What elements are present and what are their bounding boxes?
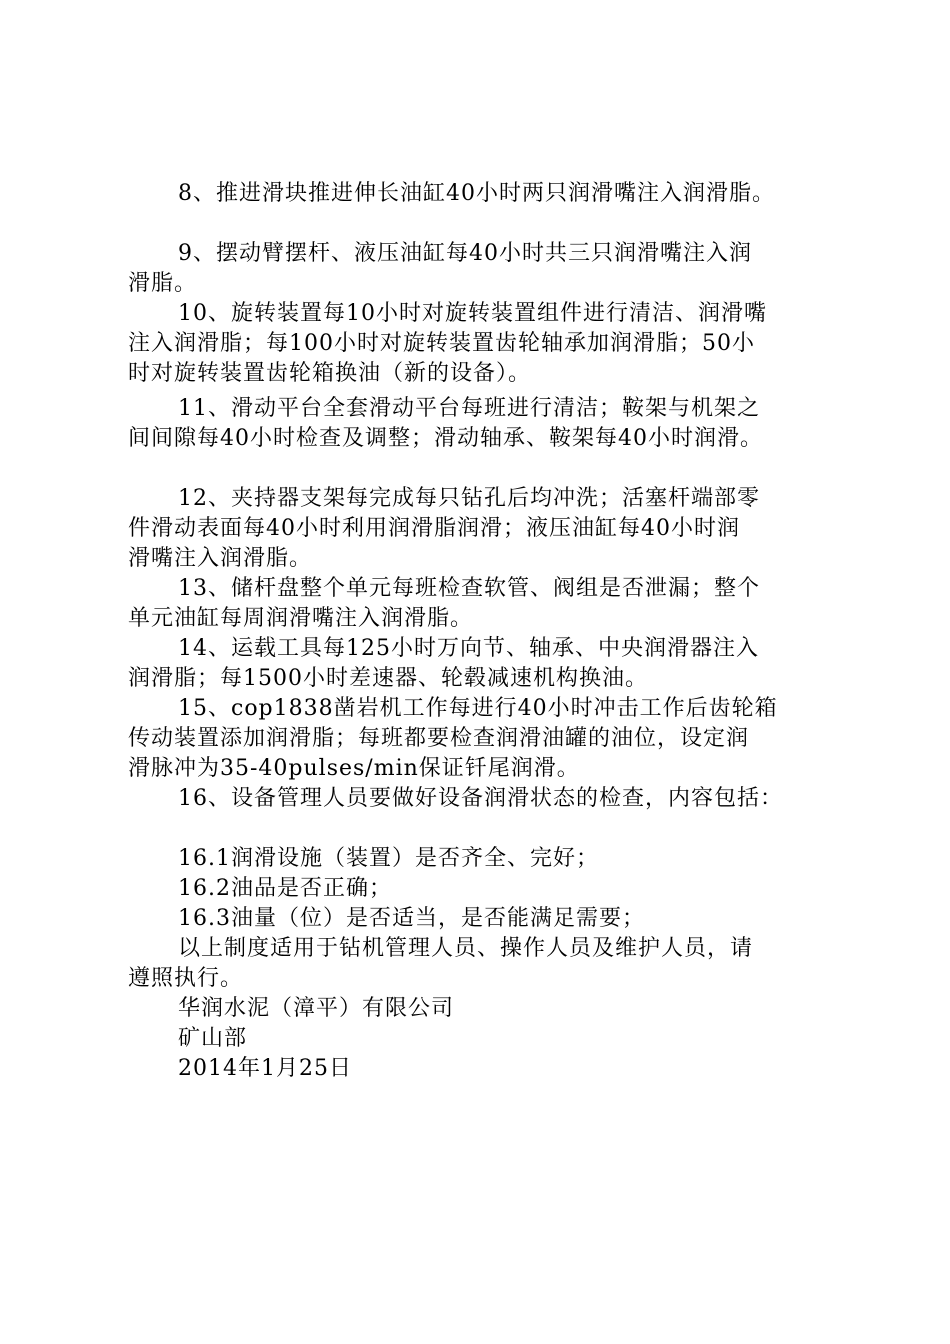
item-9-line-2: 滑脂。 <box>128 271 198 296</box>
item-10-line-1: 10、旋转装置每10小时对旋转装置组件进行清洁、润滑嘴 <box>178 301 767 326</box>
closing-line-1: 以上制度适用于钻机管理人员、操作人员及维护人员，请 <box>178 936 754 961</box>
item-15-line-2: 传动装置添加润滑脂；每班都要检查润滑油罐的油位，设定润 <box>128 726 750 751</box>
closing-line-2: 遵照执行。 <box>128 966 244 991</box>
item-14-line-1: 14、运载工具每125小时万向节、轴承、中央润滑器注入 <box>178 636 759 661</box>
item-15-line-3: 滑脉冲为35-40pulses/min保证钎尾润滑。 <box>128 756 580 781</box>
item-16-1-line: 16.1润滑设施（装置）是否齐全、完好； <box>178 846 599 871</box>
item-10-line-2: 注入润滑脂；每100小时对旋转装置齿轮轴承加润滑脂；50小 <box>128 331 755 356</box>
item-15-line-1: 15、cop1838凿岩机工作每进行40小时冲击工作后齿轮箱 <box>178 696 778 721</box>
item-13-line-2: 单元油缸每周润滑嘴注入润滑脂。 <box>128 606 474 631</box>
item-12-line-2: 件滑动表面每40小时利用润滑脂润滑；液压油缸每40小时润 <box>128 516 740 541</box>
item-8-line-1: 8、推进滑块推进伸长油缸40小时两只润滑嘴注入润滑脂。 <box>178 181 775 206</box>
item-16-line-1: 16、设备管理人员要做好设备润滑状态的检查，内容包括： <box>178 786 783 811</box>
item-16-2-line: 16.2油品是否正确； <box>178 876 392 901</box>
item-14-line-2: 润滑脂；每1500小时差速器、轮毂减速机构换油。 <box>128 666 648 691</box>
signature-company: 华润水泥（漳平）有限公司 <box>178 996 455 1021</box>
item-9-line-1: 9、摆动臂摆杆、液压油缸每40小时共三只润滑嘴注入润 <box>178 241 752 266</box>
item-12-line-3: 滑嘴注入润滑脂。 <box>128 546 313 571</box>
signature-date: 2014年1月25日 <box>178 1056 352 1081</box>
item-16-3-line: 16.3油量（位）是否适当，是否能满足需要； <box>178 906 645 931</box>
item-11-line-2: 间间隙每40小时检查及调整；滑动轴承、鞍架每40小时润滑。 <box>128 426 763 451</box>
item-12-line-1: 12、夹持器支架每完成每只钻孔后均冲洗；活塞杆端部零 <box>178 486 760 511</box>
signature-department: 矿山部 <box>178 1026 248 1051</box>
item-13-line-1: 13、储杆盘整个单元每班检查软管、阀组是否泄漏；整个 <box>178 576 760 601</box>
item-10-line-3: 时对旋转装置齿轮箱换油（新的设备）。 <box>128 361 532 386</box>
item-11-line-1: 11、滑动平台全套滑动平台每班进行清洁；鞍架与机架之 <box>178 396 760 421</box>
